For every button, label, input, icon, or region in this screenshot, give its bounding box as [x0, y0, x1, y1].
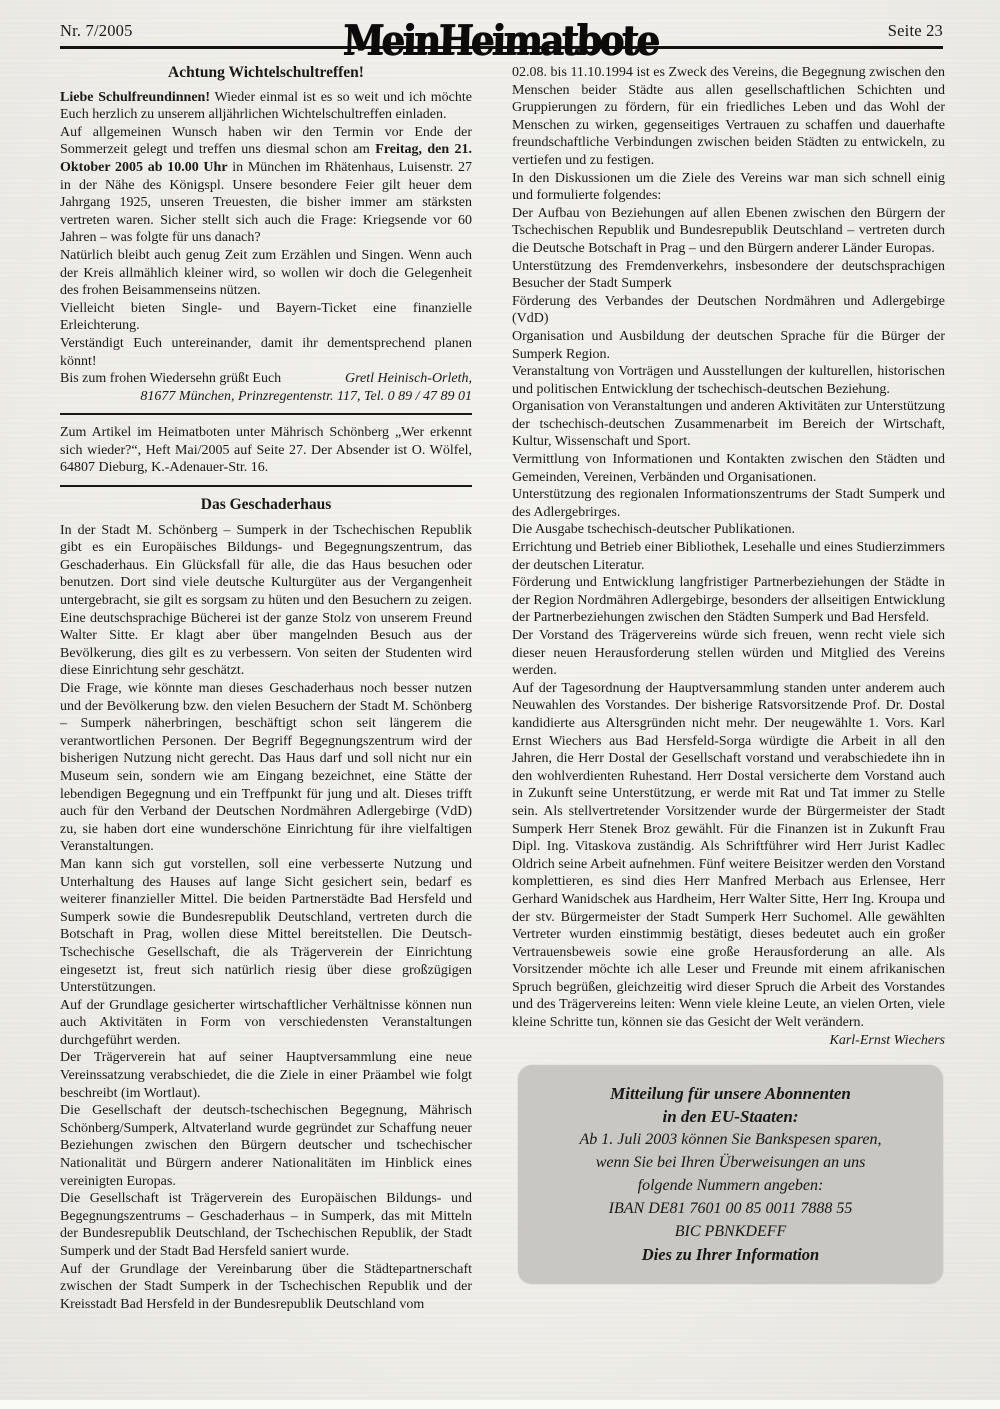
paragraph: Veranstaltung von Vorträgen und Ausstellungen der kulturellen, historischen und politischen Entwicklung der tschechisch-deutschen Beziehung.	[512, 364, 945, 397]
paragraph-lead: Liebe Schulfreundinnen!	[60, 89, 210, 105]
paragraph: Unterstützung des Fremdenverkehrs, insbesondere der deutschsprachigen Besucher der Stadt Sumperk	[512, 258, 945, 292]
notice-title-line: in den EU-Staaten:	[662, 1107, 799, 1127]
paragraph: Auf der Grundlage gesicherter wirtschaftlicher Verhältnisse können nun auch Aktivitäten in Form von verschiedensten Veranstaltungen durchgeführt werden.	[60, 997, 472, 1048]
paragraph: Auf der Tagesordnung der Hauptversammlung standen unter anderem auch Neuwahlen des Vorstandes. Der bisherige Ratsvorsitzende Prof. Dr. Dostal kandidierte aus Altersgründen nicht mehr. Der neugewählte 1. Vors. Karl Ernst Wiechers aus Bad Hersfeld-Sorga würdigte die Arbeit in all den Jahren, die Herr Dostal der Gesellschaft vorstand und verabschiedete ihn in den wohlverdienten Ruhestand. Herr Dostal versicherte dem Vorstand auch in Zukunft seine Unterstützung, er werde mit Rat und Tat immer zu Stelle sein. Als stellvertretender Vorsitzender wurde der Bürgermeister der Stadt Sumperk Herr Stenek Broz gewählt. Für die Finanzen ist in Zukunft Frau Dipl. Ing. Vitaskova zuständig. Als Schriftführer wird Herr Jurist Kadlec Oldrich seine Arbeit aufnehmen. Fünf weitere Beisitzer werden den Vorstand komplettieren, es sind dies Herr Manfred Merbach aus Erlensee, Herr Gerhard Wanidschek aus Hardheim, Herr Walter Sitte, Herr Ing. Kroupa und der stv. Bürgermeister der Stadt Sumperk Herr Suchomel. Alle gewählten Vertreter wurden einstimmig bestätigt, dieses bedeutet auch ein großer Vertrauensbeweis sowie eine große Herausforderung an alle. Als Vorsitzender möchte ich alle Leser und Freunde mit einem afrikanischen Spruch begrüßen, gleichzeitig wird dieser Spruch die Arbeit des Vorstandes und des Trägervereins leiten: Wenn viele kleine Leute, an vielen Orten, viele kleine Schritte tun, können sie das Gesicht der Welt verändern.	[512, 680, 945, 1031]
paragraph: Förderung des Verbandes der Deutschen Nordmähren und Adlergebirge (VdD)	[512, 293, 945, 327]
paragraph-text: in München im Rhätenhaus, Luisenstr. 27 in der Nähe des Königspl. Unsere besondere Feier gilt heuer dem Jahrgang 1925, unseren Treuesten, die bisher immer am stärksten vertreten waren. Sicher stellt sich auch die Frage: Kriegsende vor 60 Jahren – was folgte für uns danach?	[60, 159, 472, 246]
paragraph: Der Trägerverein hat auf seiner Hauptversammlung eine neue Vereinssatzung verabschiedet, die die Ziele in einer Präambel wie folgt beschreibt (im Wortlaut).	[60, 1050, 472, 1101]
paragraph-text: Wieder einmal ist es so weit und ich möchte Euch herzlich zu unserem alljährlichen Wichtelschultreffen einladen.	[60, 89, 472, 123]
paragraph: Man kann sich gut vorstellen, soll eine verbesserte Nutzung und Unterhaltung des Hauses auf lange Sicht gesichert sein, bedarf es weiterer finanzieller Mittel. Die beiden Partnerstädte Bad Hersfeld und Sumperk sowie die Bundesrepublik Deutschland, vertreten durch die Botschaft in Prag, wollen diese Mittel bereitstellen. Die Deutsch-Tschechische Gesellschaft, die als Trägerverein der Einrichtung eingesetzt ist, freut sich natürlich riesig über diese großzügigen Unterstützungen.	[60, 856, 472, 996]
signature-name: Karl-Ernst Wiechers	[829, 1032, 945, 1048]
paragraph: Die Gesellschaft ist Trägerverein des Europäischen Bildungs- und Begegnungszentrums – Geschaderhaus – in Sumperk, das mit Mitteln der Bundesrepublik Deutschland, der Tschechischen Republik, der Stadt Sumperk und der Stadt Bad Hersfeld saniert wurde.	[60, 1191, 472, 1259]
issue-number: Nr. 7/2005	[60, 21, 133, 41]
signature-address: 81677 München, Prinzregentenstr. 117, Tel. 0 89 / 47 89 01	[140, 388, 472, 404]
notice-title-line: Mitteilung für unsere Abonnenten	[610, 1084, 851, 1104]
notice-body-line: folgende Nummern angeben:	[637, 1177, 824, 1195]
article-title: Das Geschaderhaus	[200, 496, 332, 514]
notice-bic-line: BIC PBNKDEFF	[674, 1223, 787, 1241]
paragraph: Die Frage, wie könnte man dieses Geschaderhaus noch besser nutzen und der Bevölkerung bzw. den vielen Besuchern der Stadt M. Schönberg – Sumperk näherbringen, beschäftigt schon seit längerem die verantwortlichen Personen. Der Begriff Begegnungszentrum wird der bisherigen Nutzung nicht gerecht. Das Haus darf und soll nicht nur ein Museum sein, sondern wie am Eingang bezeichnet, eine Stätte der lebendigen Begegnung und ein Treffpunkt für jung und alt. Dieses trifft auch für den Verband der Deutschen Nordmähren Adlergebirge (VdD) zu, sie haben dort eine wunderschöne Einrichtung für ihre vielfaltigen Veranstaltungen.	[60, 681, 472, 855]
signature-name: Gretl Heinisch-Orleth,	[344, 371, 472, 387]
editors-note: Zum Artikel im Heimatboten unter Mährisch Schönberg „Wer erkennt sich wieder?“, Heft Mai/2005 auf Seite 27. Der Absender ist O. Wölfel, 64807 Dieburg, K.-Adenauer-Str. 16.	[60, 425, 472, 476]
column-divider-rule	[60, 485, 472, 487]
paragraph: Natürlich bleibt auch genug Zeit zum Erzählen und Singen. Wenn auch der Kreis allmählich kleiner wird, so wollen wir doch die Gelegenheit des frohen Beisammenseins nützen.	[60, 247, 472, 299]
notice-footer-line: Dies zu Ihrer Information	[641, 1245, 820, 1265]
notice-body-line: Ab 1. Juli 2003 können Sie Bankspesen sparen,	[579, 1131, 882, 1149]
page-number: Seite 23	[887, 21, 943, 41]
paragraph: Verständigt Euch untereinander, damit ihr dementsprechend planen könnt!	[60, 335, 472, 369]
paragraph: Die Ausgabe tschechisch-deutscher Publikationen.	[512, 522, 796, 538]
paragraph: Organisation von Veranstaltungen und anderen Aktivitäten zur Unterstützung der tschechisch-deutschen Zusammenarbeit im Bereich der Wirtschaft, Kultur, Wissenschaft und Sport.	[512, 399, 945, 450]
article-geschaderhaus-continued	[512, 64, 945, 1049]
article-wichtelschultreffen	[60, 64, 472, 405]
paragraph: In der Stadt M. Schönberg – Sumperk in der Tschechischen Republik gibt es ein Europäisches Bildungs- und Begegnungszentrum, das Geschaderhaus. Ein Glücksfall für alle, die das Haus besuchen oder benutzen. Dort sind viele deutsche Kulturgüter aus der Vergangenheit untergebracht, sie gilt es sorgsam zu hüten und den Besuchern zu zeigen. Eine deutschsprachige Bücherei ist der ganze Stolz von unserem Freund Walter Sitte. Er klagt aber über mangelnden Besuch aus der Bevölkerung, dies gilt es zu verbessern. Von seiten der Studenten wird diese Einrichtung sehr geschätzt.	[60, 522, 472, 679]
two-column-body	[0, 49, 1000, 1313]
paragraph: Förderung und Entwicklung langfristiger Partnerbeziehungen der Städte in der Region Nordmähren Adlergebirge, besonders der allseitigen Entwicklung der Partnerbeziehungen zwischen den Städten Sumperk und Bad Hersfeld.	[512, 575, 945, 626]
left-column	[60, 64, 472, 1313]
paragraph: Der Vorstand des Trägervereins würde sich freuen, wenn recht viele sich dieser neuen Herausforderung stellen würden und Mitglied des Vereins werden.	[512, 628, 945, 679]
closing-text: Bis zum frohen Wiedersehn grüßt Euch	[60, 371, 282, 387]
page-header	[0, 0, 1000, 65]
paragraph-text: Auf allgemeinen Wunsch haben wir den Termin vor Ende der Sommerzeit gelegt und treffen uns diesmal schon am	[60, 124, 472, 158]
article-title: Achtung Wichtelschultreffen!	[168, 64, 364, 81]
subscriber-notice-box	[518, 1065, 943, 1284]
paragraph	[60, 89, 472, 124]
closing-line	[60, 370, 472, 388]
paragraph: Vermittlung von Informationen und Kontakten zwischen den Städten und Gemeinden, Vereinen, Verbänden und Organisationen.	[512, 452, 945, 485]
column-divider-rule	[60, 413, 472, 415]
masthead-logo: MeinHeimatbote	[342, 15, 658, 65]
paragraph: 02.08. bis 11.10.1994 ist es Zweck des Vereins, die Begegnung zwischen den Menschen beider Städte aus allen gesellschaftlichen Schichten und Gruppierungen zu fördern, für ein friedliches Leben und das Wohl der Menschen zu wirken, gegenseitiges Vertrauen zu schaffen und dauerhafte freundschaftliche Verbindungen zwischen beiden Städten zu entwickeln, zu vertiefen und zu festigen.	[512, 65, 945, 168]
paragraph: In den Diskussionen um die Ziele des Vereins war man sich schnell einig und formulierte folgendes:	[512, 170, 945, 204]
article-geschaderhaus	[60, 496, 472, 1313]
paragraph: Organisation und Ausbildung der deutschen Sprache für die Bürger der Sumperk Region.	[512, 328, 945, 362]
notice-body-line: wenn Sie bei Ihren Überweisungen an uns	[595, 1154, 866, 1172]
paragraph	[60, 124, 472, 247]
paragraph: Auf der Grundlage der Vereinbarung über die Städtepartnerschaft zwischen der Stadt Sumperk in der Tschechischen Republik und der Kreisstadt Bad Hersfeld in der Bundesrepublik Deutschland vom	[60, 1261, 472, 1312]
right-column	[512, 64, 945, 1313]
paragraph: Unterstützung des regionalen Informationszentrums der Stadt Sumperk und des Adlergebrirges.	[512, 487, 945, 520]
paragraph: Vielleicht bieten Single- und Bayern-Ticket eine finanzielle Erleichterung.	[60, 300, 472, 334]
notice-iban-line: IBAN DE81 7601 00 85 0011 7888 55	[608, 1200, 853, 1218]
paragraph: Errichtung und Betrieb einer Bibliothek, Lesehalle und eines Studierzimmers der deutschen Literatur.	[512, 540, 945, 573]
paragraph: Die Gesellschaft der deutsch-tschechischen Begegnung, Mährisch Schönberg/Sumperk, Altvaterland wurde gegründet zur Schaffung neuer Beziehungen zwischen den Bürgern deutscher und tschechischer Nationalität und Bürgern anderer Nationalitäten im Hinblick eines vereinigten Europas.	[60, 1103, 472, 1189]
paragraph: Der Aufbau von Beziehungen auf allen Ebenen zwischen den Bürgern der Tschechischen Republik und Bundesrepublik Deutschland – vertreten durch die Deutsche Botschaft in Prag – und den Bürgern anderer Länder Europas.	[512, 205, 945, 256]
event-date-bold: Freitag, den 21. Oktober 2005 ab 10.00 Uhr	[60, 142, 472, 175]
